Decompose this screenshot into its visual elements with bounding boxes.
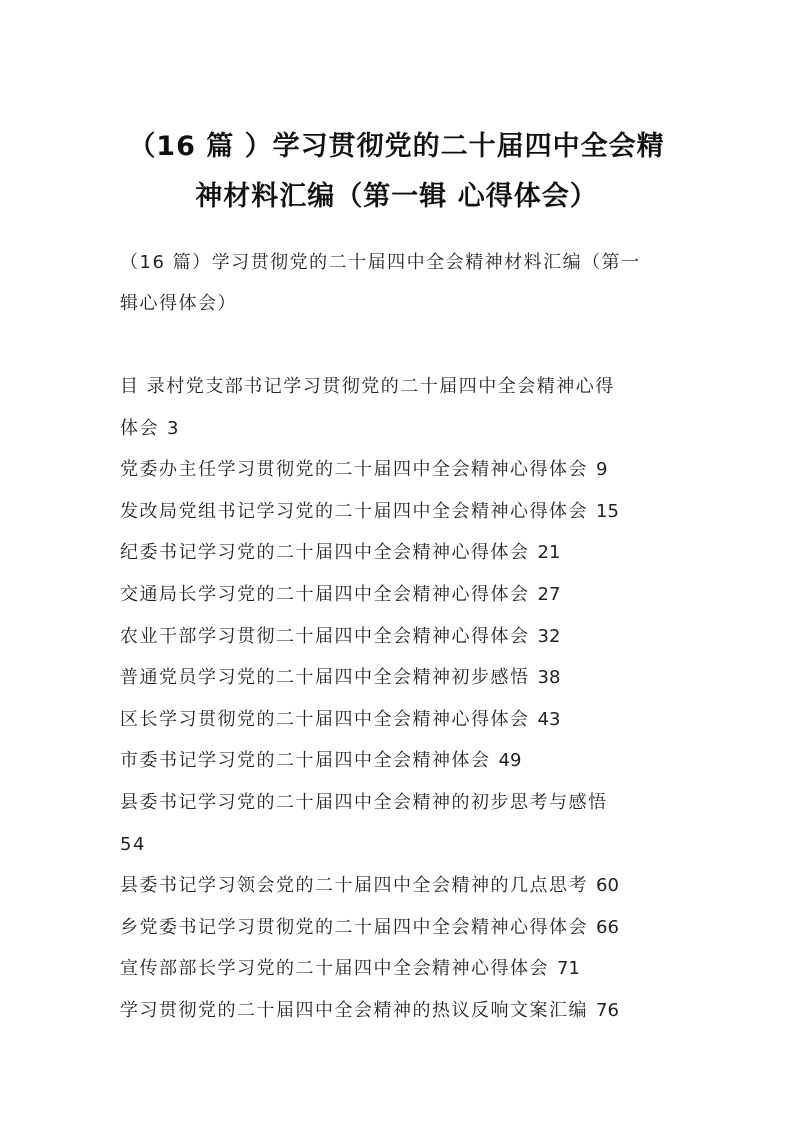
toc-item — [120, 449, 680, 491]
subtitle-line-2: 辑心得体会） — [120, 293, 237, 314]
toc-item-page: 66 — [596, 916, 619, 938]
toc-item-title: 宣传部部长学习党的二十届四中全会精神心得体会 — [120, 958, 549, 980]
toc-item-page: 27 — [537, 583, 561, 605]
toc-item — [120, 616, 680, 658]
toc-item-title: 农业干部学习贯彻二十届四中全会精神心得体会 — [120, 625, 530, 647]
toc-item-title-continued: 体会 — [120, 417, 159, 439]
toc-item-page: 54 — [120, 833, 146, 855]
toc-item — [120, 865, 680, 907]
toc-item-title: 目 录村党支部书记学习贯彻党的二十届四中全会精神心得 — [120, 376, 615, 397]
toc-item-title: 发改局党组书记学习党的二十届四中全会精神心得体会 — [120, 500, 588, 522]
document-subtitle — [120, 242, 680, 324]
toc-item-page: 38 — [537, 667, 561, 689]
toc-item-page: 15 — [596, 500, 619, 522]
toc-item-title: 县委书记学习领会党的二十届四中全会精神的几点思考 — [120, 875, 588, 897]
toc-item — [120, 782, 680, 865]
subtitle-line-1: （16 篇）学习贯彻党的二十届四中全会精神材料汇编（第一 — [120, 252, 641, 273]
toc-item-page: 32 — [537, 625, 561, 647]
toc-item-page: 21 — [537, 542, 561, 564]
toc-item-page: 49 — [498, 750, 522, 772]
toc-item-title: 交通局长学习党的二十届四中全会精神心得体会 — [120, 583, 530, 605]
toc-item — [120, 574, 680, 616]
toc-item-title: 纪委书记学习党的二十届四中全会精神心得体会 — [120, 542, 530, 564]
toc-item-title: 县委书记学习党的二十届四中全会精神的初步思考与感悟 — [120, 791, 608, 813]
toc-item-page: 60 — [596, 875, 619, 897]
toc-item-title: 普通党员学习党的二十届四中全会精神初步感悟 — [120, 667, 530, 689]
toc-item — [120, 491, 680, 533]
toc-item — [120, 740, 680, 782]
toc-item-page: 43 — [537, 708, 561, 730]
toc-item-title: 党委办主任学习贯彻党的二十届四中全会精神心得体会 — [120, 459, 588, 481]
toc-item-page: 71 — [557, 958, 580, 980]
toc-item-title: 区长学习贯彻党的二十届四中全会精神心得体会 — [120, 708, 530, 730]
toc-item-title: 乡党委书记学习贯彻党的二十届四中全会精神心得体会 — [120, 916, 588, 938]
toc-item-page: 9 — [596, 459, 608, 481]
toc-item — [120, 532, 680, 574]
toc-item-page: 3 — [167, 417, 179, 439]
title-line-1: （16 篇 ）学习贯彻党的二十届四中全会精 — [128, 131, 665, 162]
table-of-contents — [120, 366, 680, 1032]
toc-item — [120, 907, 680, 949]
toc-item — [120, 948, 680, 990]
toc-item — [120, 990, 680, 1032]
document-title — [100, 122, 693, 222]
toc-item — [120, 366, 680, 449]
toc-item — [120, 657, 680, 699]
toc-item-title: 市委书记学习党的二十届四中全会精神体会 — [120, 750, 491, 772]
title-line-2: 神材料汇编（第一辑 心得体会） — [195, 181, 598, 212]
toc-item-page: 76 — [596, 999, 619, 1021]
toc-item — [120, 699, 680, 741]
toc-item-title: 学习贯彻党的二十届四中全会精神的热议反响文案汇编 — [120, 999, 588, 1021]
